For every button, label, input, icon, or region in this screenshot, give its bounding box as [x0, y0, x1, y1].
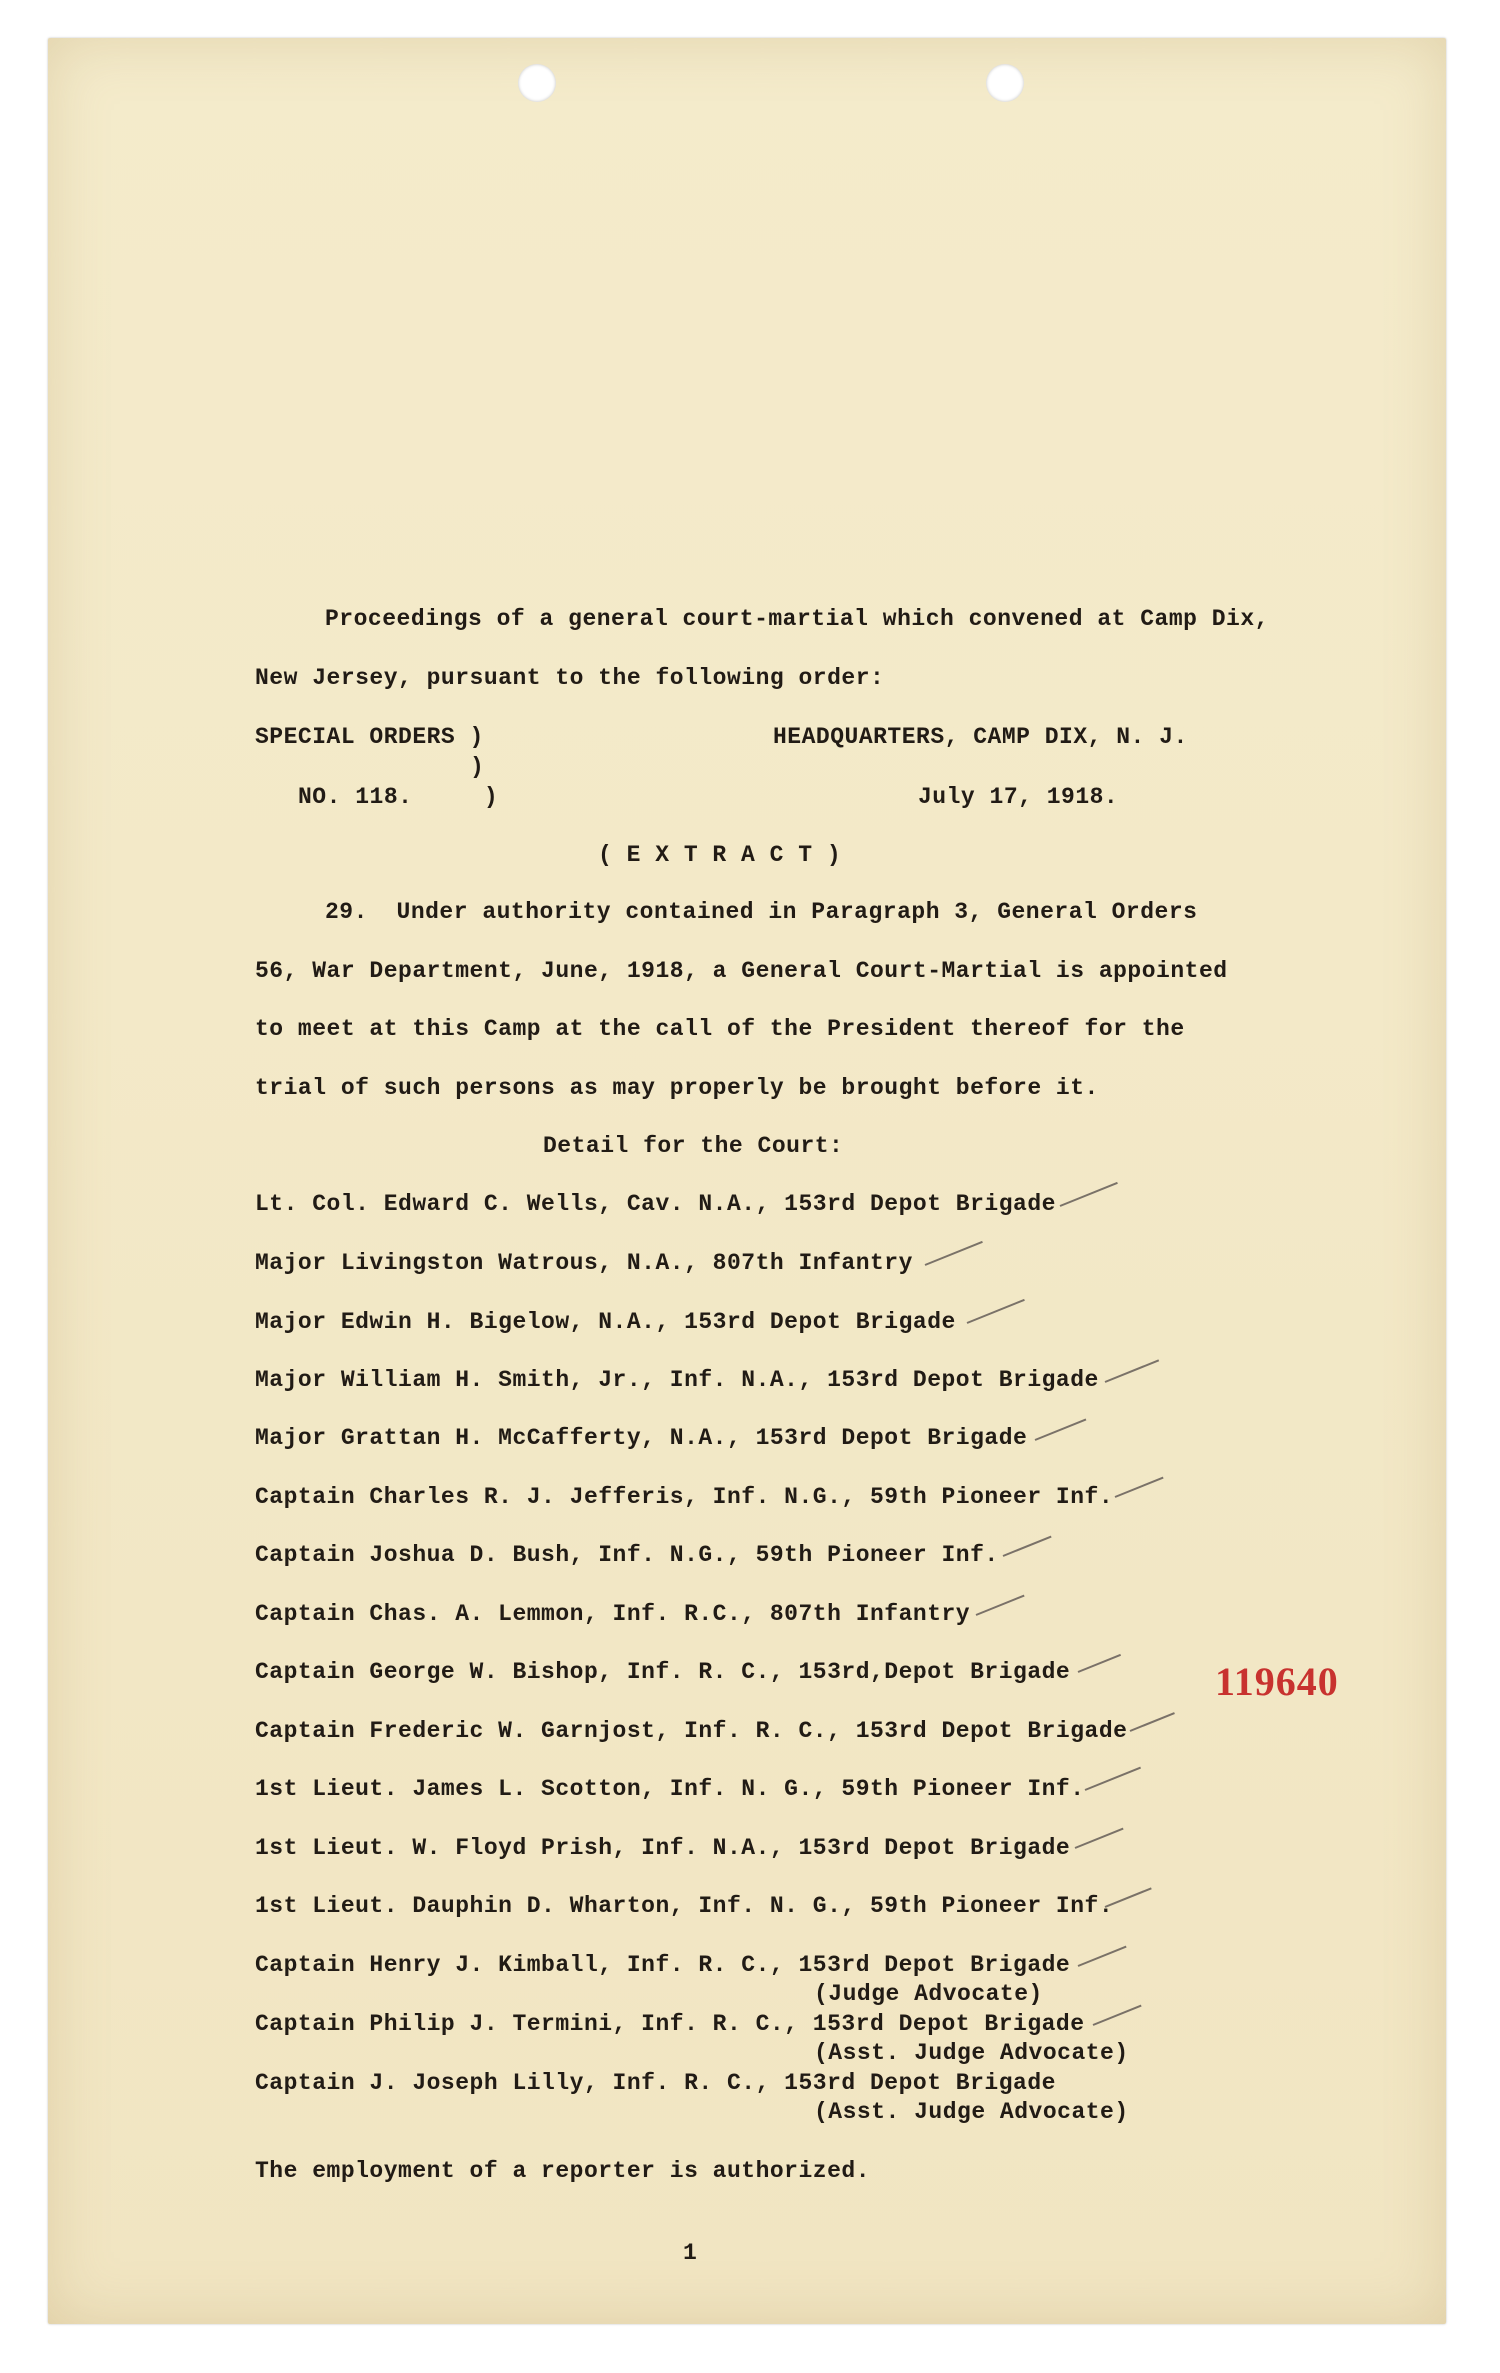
- special-orders-label: SPECIAL ORDERS ): [255, 724, 484, 750]
- member-line: Major William H. Smith, Jr., Inf. N.A., 153rd Depot Brigade: [255, 1367, 1099, 1393]
- member-line: Captain Chas. A. Lemmon, Inf. R.C., 807th Infantry: [255, 1601, 971, 1627]
- role-asst-judge-advocate: (Asst. Judge Advocate): [814, 2099, 1129, 2125]
- member-line: Captain Charles R. J. Jefferis, Inf. N.G., 59th Pioneer Inf.: [255, 1484, 1114, 1510]
- member-line: Captain Philip J. Termini, Inf. R. C., 153rd Depot Brigade: [255, 2011, 1085, 2037]
- member-line: Lt. Col. Edward C. Wells, Cav. N.A., 153rd Depot Brigade: [255, 1191, 1056, 1217]
- paragraph-line-1: 29. Under authority contained in Paragraph 3, General Orders: [325, 899, 1198, 925]
- punch-hole-right: [986, 64, 1024, 102]
- bracket-paren: ): [470, 754, 485, 780]
- member-line: Major Grattan H. McCafferty, N.A., 153rd Depot Brigade: [255, 1425, 1028, 1451]
- member-line: Major Edwin H. Bigelow, N.A., 153rd Depot Brigade: [255, 1309, 956, 1335]
- intro-line-1: Proceedings of a general court-martial which convened at Camp Dix,: [325, 606, 1269, 632]
- role-judge-advocate: (Judge Advocate): [814, 1981, 1043, 2007]
- role-asst-judge-advocate: (Asst. Judge Advocate): [814, 2040, 1129, 2066]
- member-line: Major Livingston Watrous, N.A., 807th Infantry: [255, 1250, 913, 1276]
- document-page: [48, 38, 1446, 2324]
- member-line: Captain J. Joseph Lilly, Inf. R. C., 153rd Depot Brigade: [255, 2070, 1056, 2096]
- detail-heading: Detail for the Court:: [543, 1133, 844, 1159]
- page-number: 1: [683, 2240, 698, 2266]
- member-line: 1st Lieut. James L. Scotton, Inf. N. G., 59th Pioneer Inf.: [255, 1776, 1085, 1802]
- intro-line-2: New Jersey, pursuant to the following order:: [255, 665, 885, 691]
- paragraph-line-2: 56, War Department, June, 1918, a General Court-Martial is appointed: [255, 958, 1228, 984]
- member-line: Captain George W. Bishop, Inf. R. C., 153rd,Depot Brigade: [255, 1659, 1071, 1685]
- member-line: Captain Frederic W. Garnjost, Inf. R. C., 153rd Depot Brigade: [255, 1718, 1128, 1744]
- order-number: NO. 118. ): [298, 784, 499, 810]
- punch-hole-left: [518, 64, 556, 102]
- member-line: Captain Henry J. Kimball, Inf. R. C., 153rd Depot Brigade: [255, 1952, 1071, 1978]
- paragraph-line-4: trial of such persons as may properly be brought before it.: [255, 1075, 1099, 1101]
- member-line: 1st Lieut. W. Floyd Prish, Inf. N.A., 153rd Depot Brigade: [255, 1835, 1071, 1861]
- closing-line: The employment of a reporter is authorized.: [255, 2158, 870, 2184]
- member-line: 1st Lieut. Dauphin D. Wharton, Inf. N. G., 59th Pioneer Inf.: [255, 1893, 1114, 1919]
- extract-label: ( E X T R A C T ): [598, 842, 842, 868]
- member-line: Captain Joshua D. Bush, Inf. N.G., 59th Pioneer Inf.: [255, 1542, 999, 1568]
- paragraph-line-3: to meet at this Camp at the call of the President thereof for the: [255, 1016, 1185, 1042]
- headquarters-label: HEADQUARTERS, CAMP DIX, N. J.: [773, 724, 1188, 750]
- stamp-number: 119640: [1215, 1659, 1339, 1704]
- order-date: July 17, 1918.: [918, 784, 1119, 810]
